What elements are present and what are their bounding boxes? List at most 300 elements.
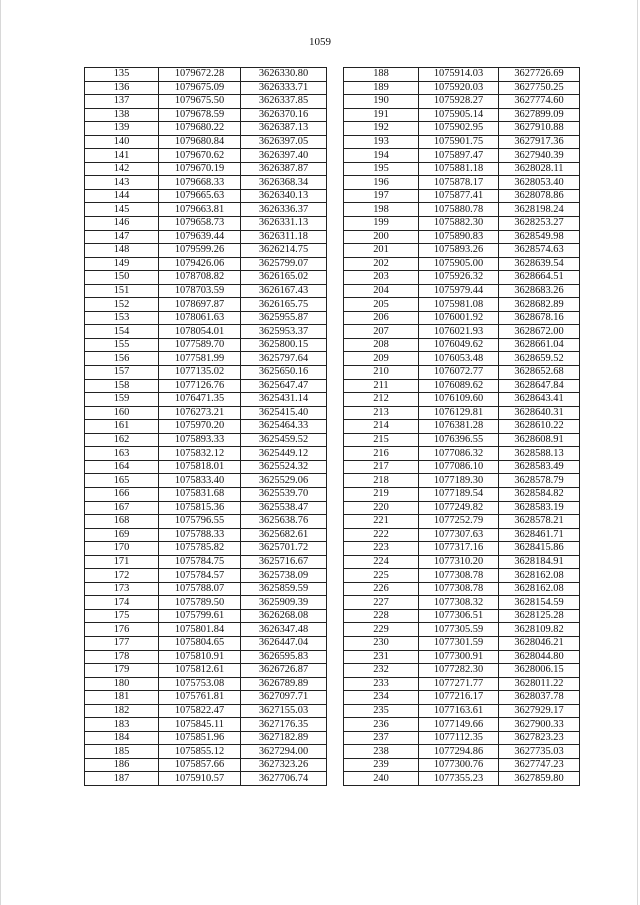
point-number-cell: 188 <box>344 68 419 82</box>
table-row <box>344 447 580 461</box>
x-coordinate-cell: 1075761.81 <box>159 691 241 705</box>
y-coordinate-cell: 3625431.14 <box>241 393 327 407</box>
point-number-cell: 152 <box>85 298 159 312</box>
point-number-cell: 164 <box>85 460 159 474</box>
point-number-cell: 196 <box>344 176 419 190</box>
y-coordinate-cell: 3625955.87 <box>241 311 327 325</box>
x-coordinate-cell: 1075905.00 <box>419 257 499 271</box>
x-coordinate-cell: 1075881.18 <box>419 162 499 176</box>
table-row <box>85 555 327 569</box>
table-row <box>344 284 580 298</box>
y-coordinate-cell: 3625650.16 <box>241 366 327 380</box>
table-row <box>85 420 327 434</box>
y-coordinate-cell: 3628664.51 <box>499 271 580 285</box>
table-row <box>344 664 580 678</box>
x-coordinate-cell: 1079599.26 <box>159 244 241 258</box>
y-coordinate-cell: 3626368.34 <box>241 176 327 190</box>
y-coordinate-cell: 3625716.67 <box>241 555 327 569</box>
point-number-cell: 211 <box>344 379 419 393</box>
point-number-cell: 189 <box>344 81 419 95</box>
table-row <box>344 230 580 244</box>
x-coordinate-cell: 1077589.70 <box>159 338 241 352</box>
point-number-cell: 227 <box>344 596 419 610</box>
x-coordinate-cell: 1075901.75 <box>419 135 499 149</box>
y-coordinate-cell: 3628683.26 <box>499 284 580 298</box>
x-coordinate-cell: 1077163.61 <box>419 704 499 718</box>
y-coordinate-cell: 3627155.03 <box>241 704 327 718</box>
x-coordinate-cell: 1077086.32 <box>419 447 499 461</box>
point-number-cell: 197 <box>344 189 419 203</box>
point-number-cell: 199 <box>344 217 419 231</box>
coordinate-table-left <box>84 67 327 786</box>
table-row <box>85 596 327 610</box>
table-row <box>85 95 327 109</box>
table-row <box>344 609 580 623</box>
x-coordinate-cell: 1077189.54 <box>419 487 499 501</box>
table-row <box>344 68 580 82</box>
x-coordinate-cell: 1079680.84 <box>159 135 241 149</box>
point-number-cell: 192 <box>344 122 419 136</box>
y-coordinate-cell: 3628659.52 <box>499 352 580 366</box>
y-coordinate-cell: 3625459.52 <box>241 433 327 447</box>
table-row <box>344 636 580 650</box>
table-row <box>85 704 327 718</box>
y-coordinate-cell: 3626268.08 <box>241 609 327 623</box>
table-row <box>344 582 580 596</box>
point-number-cell: 163 <box>85 447 159 461</box>
table-row <box>85 691 327 705</box>
x-coordinate-cell: 1076001.92 <box>419 311 499 325</box>
point-number-cell: 143 <box>85 176 159 190</box>
x-coordinate-cell: 1075970.20 <box>159 420 241 434</box>
x-coordinate-cell: 1075818.01 <box>159 460 241 474</box>
y-coordinate-cell: 3626165.02 <box>241 271 327 285</box>
table-row <box>344 352 580 366</box>
point-number-cell: 139 <box>85 122 159 136</box>
x-coordinate-cell: 1077581.99 <box>159 352 241 366</box>
point-number-cell: 158 <box>85 379 159 393</box>
point-number-cell: 202 <box>344 257 419 271</box>
point-number-cell: 181 <box>85 691 159 705</box>
point-number-cell: 217 <box>344 460 419 474</box>
x-coordinate-cell: 1079639.44 <box>159 230 241 244</box>
y-coordinate-cell: 3628253.27 <box>499 217 580 231</box>
y-coordinate-cell: 3628643.41 <box>499 393 580 407</box>
table-row <box>85 582 327 596</box>
x-coordinate-cell: 1075880.78 <box>419 203 499 217</box>
point-number-cell: 212 <box>344 393 419 407</box>
table-row <box>344 338 580 352</box>
point-number-cell: 149 <box>85 257 159 271</box>
table-row <box>85 501 327 515</box>
point-number-cell: 177 <box>85 636 159 650</box>
x-coordinate-cell: 1079426.06 <box>159 257 241 271</box>
table-row <box>344 162 580 176</box>
x-coordinate-cell: 1077126.76 <box>159 379 241 393</box>
point-number-cell: 138 <box>85 108 159 122</box>
x-coordinate-cell: 1075914.03 <box>419 68 499 82</box>
x-coordinate-cell: 1075926.32 <box>419 271 499 285</box>
x-coordinate-cell: 1079672.28 <box>159 68 241 82</box>
x-coordinate-cell: 1078697.87 <box>159 298 241 312</box>
point-number-cell: 238 <box>344 745 419 759</box>
x-coordinate-cell: 1079670.19 <box>159 162 241 176</box>
table-row <box>344 393 580 407</box>
y-coordinate-cell: 3628549.98 <box>499 230 580 244</box>
y-coordinate-cell: 3628588.13 <box>499 447 580 461</box>
y-coordinate-cell: 3626331.13 <box>241 217 327 231</box>
table-row <box>344 135 580 149</box>
x-coordinate-cell: 1077086.10 <box>419 460 499 474</box>
table-row <box>344 122 580 136</box>
table-row <box>85 650 327 664</box>
y-coordinate-cell: 3628006.15 <box>499 664 580 678</box>
table-row <box>344 379 580 393</box>
y-coordinate-cell: 3628044.80 <box>499 650 580 664</box>
table-row <box>344 487 580 501</box>
x-coordinate-cell: 1076471.35 <box>159 393 241 407</box>
y-coordinate-cell: 3628011.22 <box>499 677 580 691</box>
table-row <box>85 352 327 366</box>
x-coordinate-cell: 1076049.62 <box>419 338 499 352</box>
table-row <box>85 623 327 637</box>
table-row <box>85 745 327 759</box>
scan-right-edge <box>637 0 638 905</box>
y-coordinate-cell: 3628078.86 <box>499 189 580 203</box>
table-row <box>85 447 327 461</box>
point-number-cell: 146 <box>85 217 159 231</box>
x-coordinate-cell: 1077271.77 <box>419 677 499 691</box>
point-number-cell: 208 <box>344 338 419 352</box>
table-row <box>344 189 580 203</box>
x-coordinate-cell: 1078054.01 <box>159 325 241 339</box>
y-coordinate-cell: 3625539.70 <box>241 487 327 501</box>
table-row <box>85 325 327 339</box>
y-coordinate-cell: 3627917.36 <box>499 135 580 149</box>
table-row <box>344 108 580 122</box>
x-coordinate-cell: 1079680.22 <box>159 122 241 136</box>
table-row <box>85 217 327 231</box>
point-number-cell: 170 <box>85 542 159 556</box>
x-coordinate-cell: 1075833.40 <box>159 474 241 488</box>
x-coordinate-cell: 1075784.57 <box>159 569 241 583</box>
table-row <box>85 68 327 82</box>
table-row <box>85 487 327 501</box>
point-number-cell: 200 <box>344 230 419 244</box>
table-row <box>344 515 580 529</box>
x-coordinate-cell: 1075928.27 <box>419 95 499 109</box>
point-number-cell: 140 <box>85 135 159 149</box>
y-coordinate-cell: 3625638.76 <box>241 515 327 529</box>
y-coordinate-cell: 3627182.89 <box>241 731 327 745</box>
y-coordinate-cell: 3626167.43 <box>241 284 327 298</box>
x-coordinate-cell: 1075788.07 <box>159 582 241 596</box>
y-coordinate-cell: 3628652.68 <box>499 366 580 380</box>
x-coordinate-cell: 1075857.66 <box>159 758 241 772</box>
y-coordinate-cell: 3627750.25 <box>499 81 580 95</box>
table-row <box>344 433 580 447</box>
table-row <box>85 664 327 678</box>
point-number-cell: 235 <box>344 704 419 718</box>
y-coordinate-cell: 3625909.39 <box>241 596 327 610</box>
y-coordinate-cell: 3628678.16 <box>499 311 580 325</box>
y-coordinate-cell: 3626789.89 <box>241 677 327 691</box>
y-coordinate-cell: 3625953.37 <box>241 325 327 339</box>
table-row <box>344 596 580 610</box>
y-coordinate-cell: 3627823.23 <box>499 731 580 745</box>
point-number-cell: 234 <box>344 691 419 705</box>
point-number-cell: 185 <box>85 745 159 759</box>
table-row <box>85 460 327 474</box>
point-number-cell: 225 <box>344 569 419 583</box>
x-coordinate-cell: 1075804.65 <box>159 636 241 650</box>
table-row <box>85 284 327 298</box>
table-row <box>344 257 580 271</box>
point-number-cell: 175 <box>85 609 159 623</box>
x-coordinate-cell: 1075851.96 <box>159 731 241 745</box>
point-number-cell: 205 <box>344 298 419 312</box>
table-row <box>344 460 580 474</box>
y-coordinate-cell: 3627940.39 <box>499 149 580 163</box>
x-coordinate-cell: 1079670.62 <box>159 149 241 163</box>
table-row <box>344 244 580 258</box>
y-coordinate-cell: 3627294.00 <box>241 745 327 759</box>
table-row <box>85 474 327 488</box>
x-coordinate-cell: 1075788.33 <box>159 528 241 542</box>
table-row <box>85 311 327 325</box>
y-coordinate-cell: 3626726.87 <box>241 664 327 678</box>
table-row <box>85 271 327 285</box>
y-coordinate-cell: 3628037.78 <box>499 691 580 705</box>
table-row <box>344 731 580 745</box>
table-row <box>85 636 327 650</box>
point-number-cell: 228 <box>344 609 419 623</box>
x-coordinate-cell: 1075832.12 <box>159 447 241 461</box>
x-coordinate-cell: 1077308.78 <box>419 582 499 596</box>
table-row <box>85 731 327 745</box>
point-number-cell: 155 <box>85 338 159 352</box>
y-coordinate-cell: 3628640.31 <box>499 406 580 420</box>
page-number: 1059 <box>309 36 331 48</box>
table-row <box>344 366 580 380</box>
point-number-cell: 187 <box>85 772 159 786</box>
table-row <box>85 758 327 772</box>
table-row <box>344 176 580 190</box>
y-coordinate-cell: 3628125.28 <box>499 609 580 623</box>
x-coordinate-cell: 1077282.30 <box>419 664 499 678</box>
table-row <box>85 677 327 691</box>
y-coordinate-cell: 3627176.35 <box>241 718 327 732</box>
x-coordinate-cell: 1077307.63 <box>419 528 499 542</box>
point-number-cell: 209 <box>344 352 419 366</box>
table-row <box>85 203 327 217</box>
point-number-cell: 198 <box>344 203 419 217</box>
x-coordinate-cell: 1076109.60 <box>419 393 499 407</box>
table-row <box>85 162 327 176</box>
x-coordinate-cell: 1075789.50 <box>159 596 241 610</box>
x-coordinate-cell: 1075753.08 <box>159 677 241 691</box>
point-number-cell: 216 <box>344 447 419 461</box>
point-number-cell: 153 <box>85 311 159 325</box>
x-coordinate-cell: 1075910.57 <box>159 772 241 786</box>
table-row <box>344 555 580 569</box>
table-row <box>344 501 580 515</box>
point-number-cell: 215 <box>344 433 419 447</box>
table-row <box>344 474 580 488</box>
table-row <box>85 135 327 149</box>
y-coordinate-cell: 3625799.07 <box>241 257 327 271</box>
y-coordinate-cell: 3626397.05 <box>241 135 327 149</box>
point-number-cell: 176 <box>85 623 159 637</box>
point-number-cell: 214 <box>344 420 419 434</box>
x-coordinate-cell: 1075855.12 <box>159 745 241 759</box>
table-row <box>85 609 327 623</box>
y-coordinate-cell: 3625647.47 <box>241 379 327 393</box>
table-row <box>344 406 580 420</box>
x-coordinate-cell: 1075799.61 <box>159 609 241 623</box>
y-coordinate-cell: 3628672.00 <box>499 325 580 339</box>
x-coordinate-cell: 1079658.73 <box>159 217 241 231</box>
point-number-cell: 233 <box>344 677 419 691</box>
table-row <box>344 420 580 434</box>
y-coordinate-cell: 3628053.40 <box>499 176 580 190</box>
y-coordinate-cell: 3625701.72 <box>241 542 327 556</box>
point-number-cell: 184 <box>85 731 159 745</box>
x-coordinate-cell: 1076273.21 <box>159 406 241 420</box>
point-number-cell: 142 <box>85 162 159 176</box>
point-number-cell: 204 <box>344 284 419 298</box>
point-number-cell: 169 <box>85 528 159 542</box>
y-coordinate-cell: 3628647.84 <box>499 379 580 393</box>
x-coordinate-cell: 1075801.84 <box>159 623 241 637</box>
table-row <box>344 95 580 109</box>
table-row <box>344 203 580 217</box>
y-coordinate-cell: 3626333.71 <box>241 81 327 95</box>
y-coordinate-cell: 3628109.82 <box>499 623 580 637</box>
y-coordinate-cell: 3628661.04 <box>499 338 580 352</box>
y-coordinate-cell: 3628639.54 <box>499 257 580 271</box>
y-coordinate-cell: 3628461.71 <box>499 528 580 542</box>
y-coordinate-cell: 3628578.21 <box>499 515 580 529</box>
point-number-cell: 191 <box>344 108 419 122</box>
x-coordinate-cell: 1079665.63 <box>159 189 241 203</box>
y-coordinate-cell: 3626397.40 <box>241 149 327 163</box>
x-coordinate-cell: 1075785.82 <box>159 542 241 556</box>
y-coordinate-cell: 3628198.24 <box>499 203 580 217</box>
point-number-cell: 229 <box>344 623 419 637</box>
x-coordinate-cell: 1077308.32 <box>419 596 499 610</box>
x-coordinate-cell: 1075979.44 <box>419 284 499 298</box>
point-number-cell: 223 <box>344 542 419 556</box>
point-number-cell: 179 <box>85 664 159 678</box>
x-coordinate-cell: 1077355.23 <box>419 772 499 786</box>
table-row <box>85 718 327 732</box>
x-coordinate-cell: 1079678.59 <box>159 108 241 122</box>
y-coordinate-cell: 3628162.08 <box>499 569 580 583</box>
x-coordinate-cell: 1077301.59 <box>419 636 499 650</box>
x-coordinate-cell: 1075920.03 <box>419 81 499 95</box>
y-coordinate-cell: 3626311.18 <box>241 230 327 244</box>
y-coordinate-cell: 3628610.22 <box>499 420 580 434</box>
y-coordinate-cell: 3628578.79 <box>499 474 580 488</box>
table-row <box>344 623 580 637</box>
x-coordinate-cell: 1075893.26 <box>419 244 499 258</box>
y-coordinate-cell: 3625738.09 <box>241 569 327 583</box>
y-coordinate-cell: 3626337.85 <box>241 95 327 109</box>
y-coordinate-cell: 3625800.15 <box>241 338 327 352</box>
y-coordinate-cell: 3626165.75 <box>241 298 327 312</box>
table-row <box>85 379 327 393</box>
point-number-cell: 168 <box>85 515 159 529</box>
table-row <box>344 81 580 95</box>
x-coordinate-cell: 1077310.20 <box>419 555 499 569</box>
y-coordinate-cell: 3626447.04 <box>241 636 327 650</box>
point-number-cell: 231 <box>344 650 419 664</box>
x-coordinate-cell: 1075877.41 <box>419 189 499 203</box>
point-number-cell: 137 <box>85 95 159 109</box>
point-number-cell: 148 <box>85 244 159 258</box>
y-coordinate-cell: 3627097.71 <box>241 691 327 705</box>
x-coordinate-cell: 1075784.75 <box>159 555 241 569</box>
x-coordinate-cell: 1079675.50 <box>159 95 241 109</box>
x-coordinate-cell: 1075878.17 <box>419 176 499 190</box>
y-coordinate-cell: 3626347.48 <box>241 623 327 637</box>
table-row <box>344 528 580 542</box>
y-coordinate-cell: 3627899.09 <box>499 108 580 122</box>
table-row <box>344 758 580 772</box>
x-coordinate-cell: 1075905.14 <box>419 108 499 122</box>
table-row <box>344 569 580 583</box>
point-number-cell: 194 <box>344 149 419 163</box>
point-number-cell: 174 <box>85 596 159 610</box>
point-number-cell: 207 <box>344 325 419 339</box>
x-coordinate-cell: 1075890.83 <box>419 230 499 244</box>
y-coordinate-cell: 3628583.49 <box>499 460 580 474</box>
y-coordinate-cell: 3625415.40 <box>241 406 327 420</box>
point-number-cell: 171 <box>85 555 159 569</box>
point-number-cell: 239 <box>344 758 419 772</box>
x-coordinate-cell: 1077252.79 <box>419 515 499 529</box>
point-number-cell: 173 <box>85 582 159 596</box>
y-coordinate-cell: 3625682.61 <box>241 528 327 542</box>
point-number-cell: 165 <box>85 474 159 488</box>
point-number-cell: 150 <box>85 271 159 285</box>
point-number-cell: 230 <box>344 636 419 650</box>
x-coordinate-cell: 1076089.62 <box>419 379 499 393</box>
point-number-cell: 151 <box>85 284 159 298</box>
table-row <box>344 311 580 325</box>
point-number-cell: 213 <box>344 406 419 420</box>
x-coordinate-cell: 1075882.30 <box>419 217 499 231</box>
x-coordinate-cell: 1077149.66 <box>419 718 499 732</box>
point-number-cell: 183 <box>85 718 159 732</box>
x-coordinate-cell: 1075810.91 <box>159 650 241 664</box>
point-number-cell: 222 <box>344 528 419 542</box>
x-coordinate-cell: 1077135.02 <box>159 366 241 380</box>
x-coordinate-cell: 1075897.47 <box>419 149 499 163</box>
table-row <box>344 772 580 786</box>
y-coordinate-cell: 3628608.91 <box>499 433 580 447</box>
point-number-cell: 156 <box>85 352 159 366</box>
point-number-cell: 232 <box>344 664 419 678</box>
table-row <box>85 257 327 271</box>
y-coordinate-cell: 3625859.59 <box>241 582 327 596</box>
y-coordinate-cell: 3626336.37 <box>241 203 327 217</box>
x-coordinate-cell: 1075796.55 <box>159 515 241 529</box>
y-coordinate-cell: 3625464.33 <box>241 420 327 434</box>
y-coordinate-cell: 3625797.64 <box>241 352 327 366</box>
table-row <box>344 650 580 664</box>
